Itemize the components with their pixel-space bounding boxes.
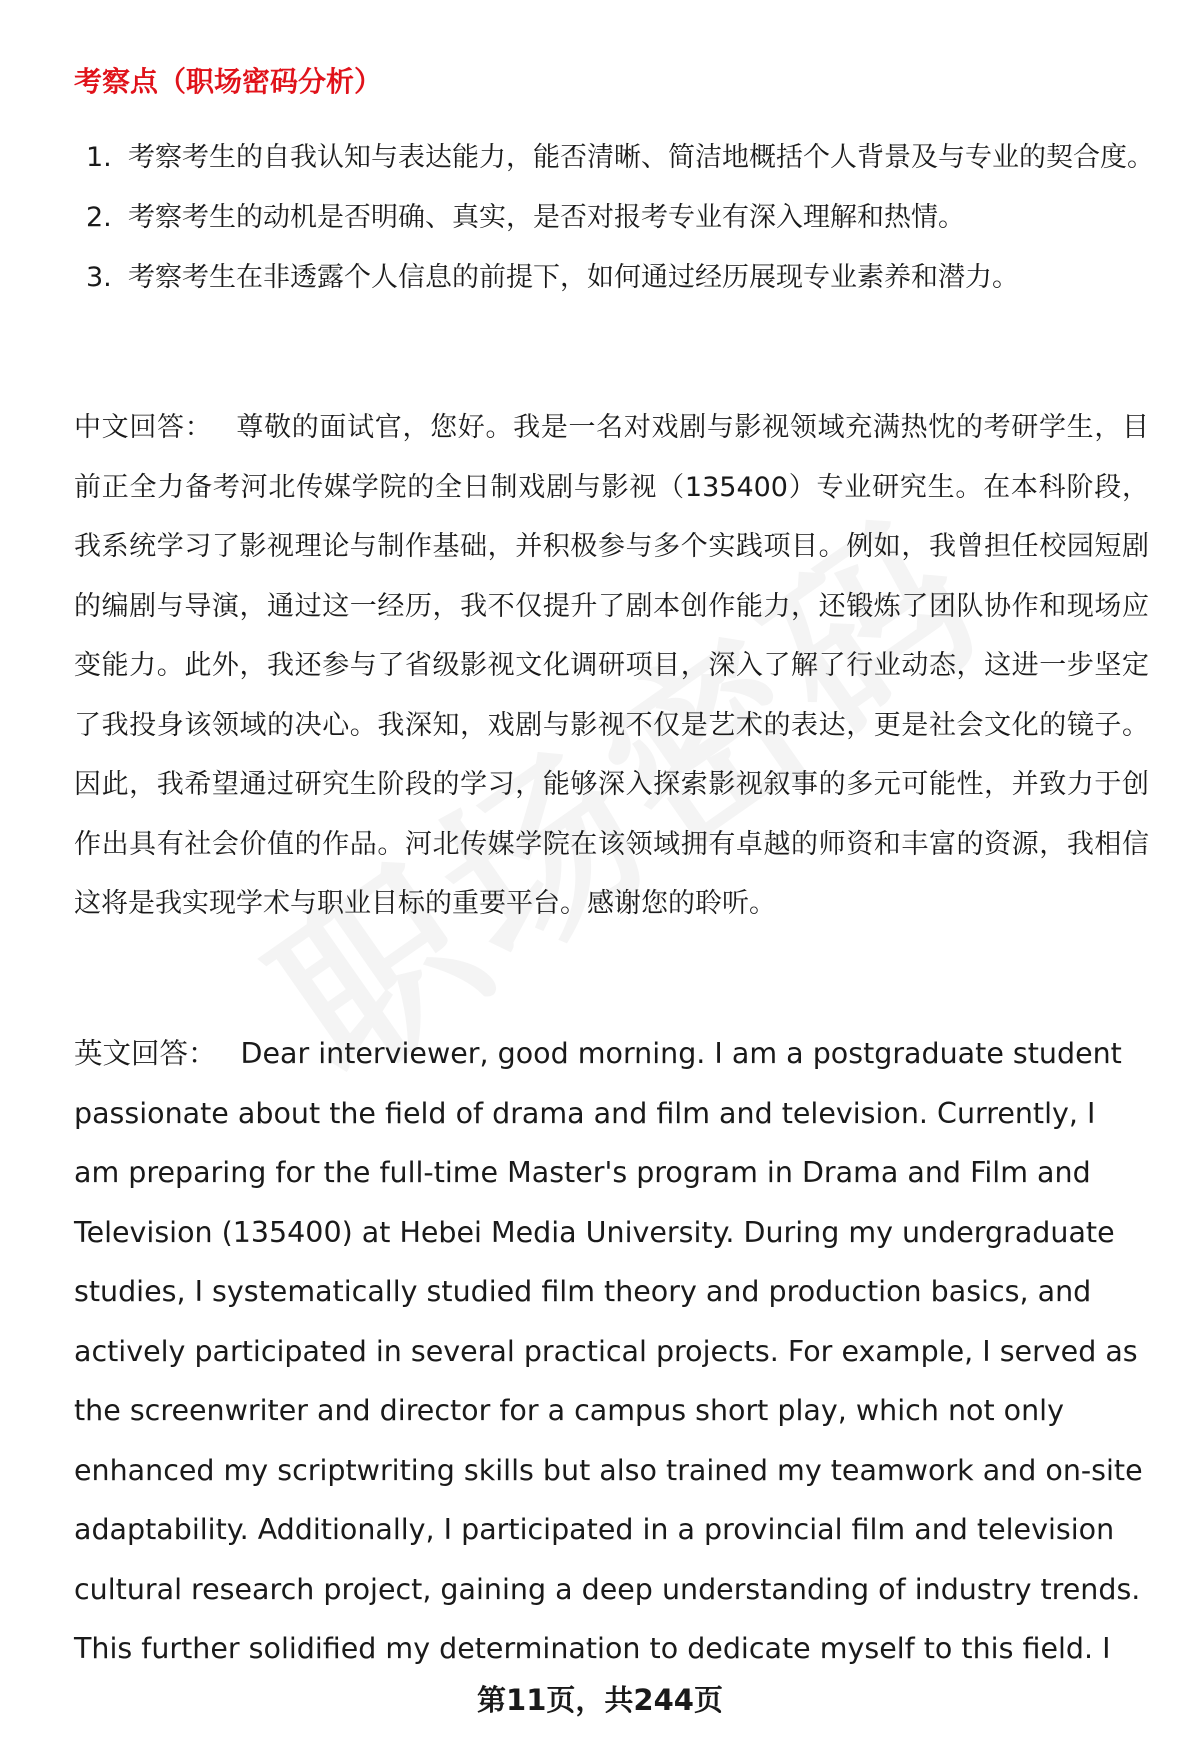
list-item	[74, 248, 1154, 308]
list-item-text: 考察考生在非透露个人信息的前提下，如何通过经历展现专业素养和潜力。	[128, 262, 1019, 293]
assessment-points-list	[74, 128, 1154, 308]
list-item-number: 3.	[86, 262, 112, 293]
section-title: 考察点（职场密码分析）	[74, 65, 383, 98]
list-item-text: 考察考生的动机是否明确、真实，是否对报考专业有深入理解和热情。	[128, 202, 965, 233]
english-answer-text: Dear interviewer, good morning. I am a postgraduate student passionate about the field of drama and film and television. Currently, I am preparing for the full-time Master's program in Drama and Film and Television (135400) at Hebei Media University. During my undergraduate studies, I systematically studied film theory and production basics, and actively participated in several practical projects. For example, I served as the screenwriter and director for a campus short play, which not only enhanced my scriptwriting skills but also trained my teamwork and on-site adaptability. Additionally, I participated in a provincial film and television cultural research project, gaining a deep understanding of industry trends. This further solidified my determination to dedicate myself to this field. I	[74, 1037, 1143, 1665]
list-item	[74, 128, 1154, 188]
page-number-footer: 第11页，共244页	[477, 1683, 723, 1717]
list-item-number: 2.	[86, 202, 112, 233]
english-answer-label: 英文回答：	[74, 1037, 217, 1070]
list-item-text: 考察考生的自我认知与表达能力，能否清晰、简洁地概括个人背景及与专业的契合度。	[128, 142, 1154, 173]
list-item	[74, 188, 1154, 248]
chinese-answer-text: 尊敬的面试官，您好。我是一名对戏剧与影视领域充满热忱的考研学生，目前正全力备考河北传媒学院的全日制戏剧与影视（135400）专业研究生。在本科阶段，我系统学习了影视理论与制作基础，并积极参与多个实践项目。例如，我曾担任校园短剧的编剧与导演，通过这一经历，我不仅提升了剧本创作能力，还锻炼了团队协作和现场应变能力。此外，我还参与了省级影视文化调研项目，深入了解了行业动态，这进一步坚定了我投身该领域的决心。我深知，戏剧与影视不仅是艺术的表达，更是社会文化的镜子。因此，我希望通过研究生阶段的学习，能够深入探索影视叙事的多元可能性，并致力于创作出具有社会价值的作品。河北传媒学院在该领域拥有卓越的师资和丰富的资源，我相信这将是我实现学术与职业目标的重要平台。感谢您的聆听。	[74, 412, 1150, 919]
chinese-answer-label: 中文回答：	[74, 412, 213, 443]
english-answer-paragraph	[74, 1024, 1149, 1679]
chinese-answer-paragraph	[74, 398, 1149, 934]
list-item-number: 1.	[86, 142, 112, 173]
